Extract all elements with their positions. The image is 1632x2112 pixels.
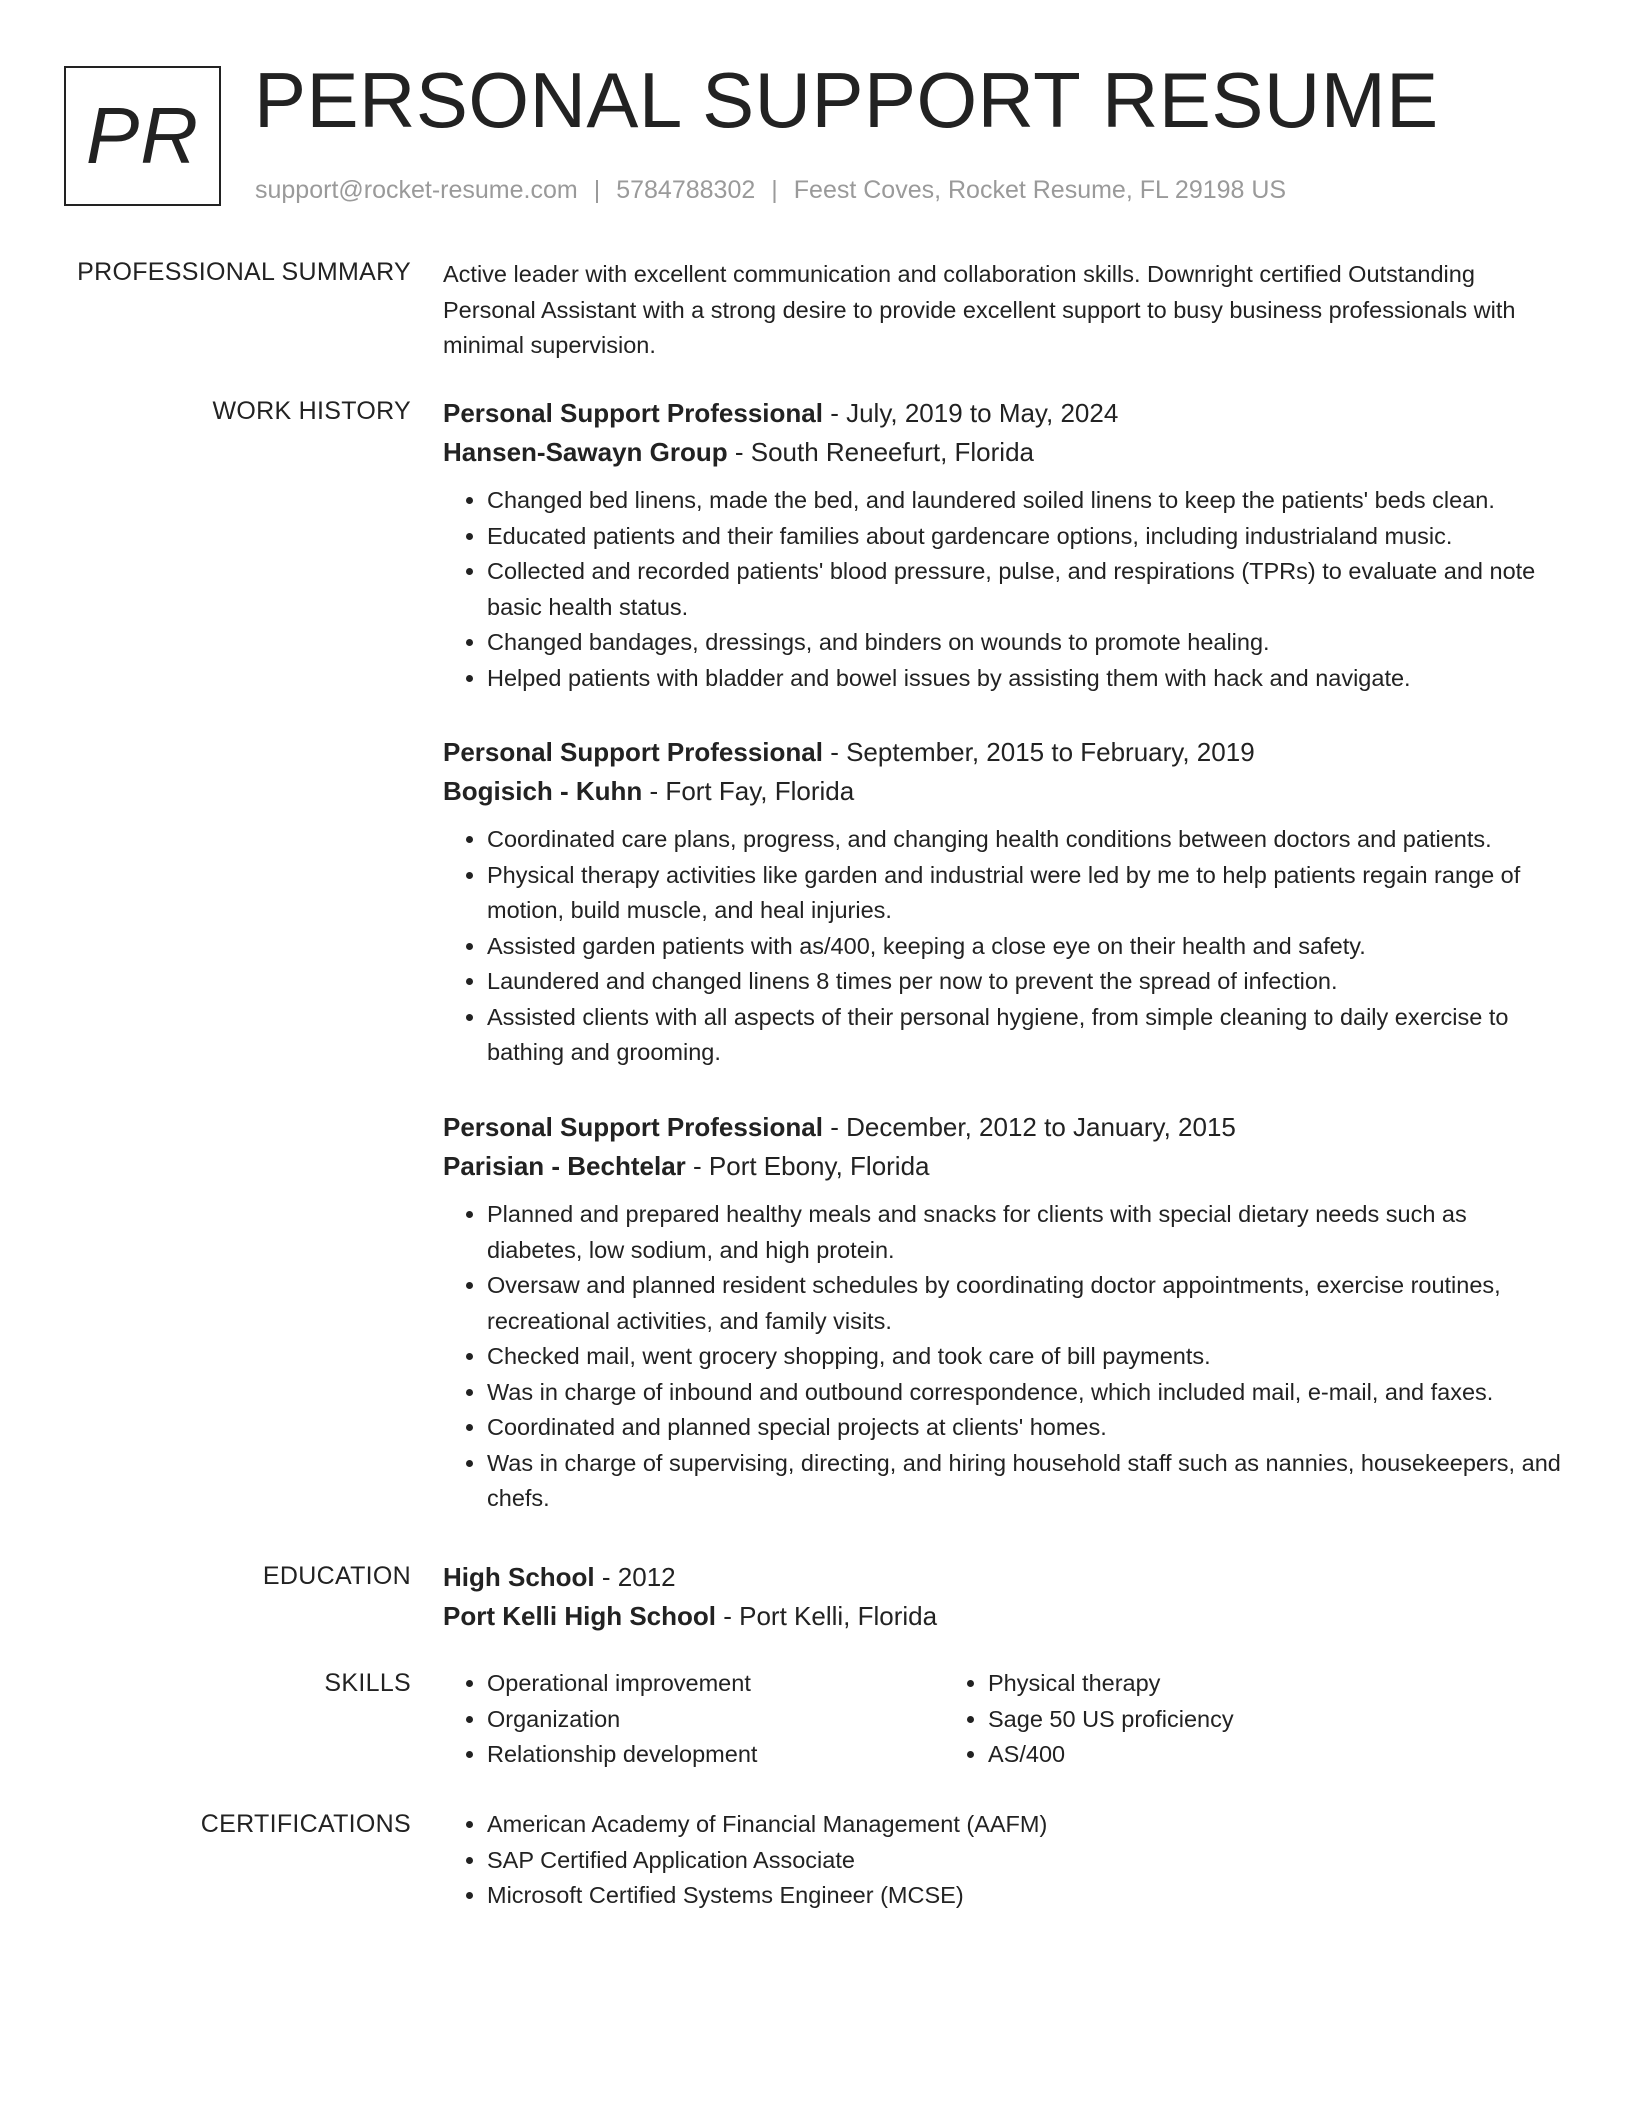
- section-label-skills: SKILLS: [324, 1669, 411, 1697]
- monogram-initials: PR: [85, 91, 200, 180]
- job-dates: - July, 2019 to May, 2024: [822, 398, 1119, 428]
- job-bullets: [443, 483, 1563, 696]
- job-dates: - December, 2012 to January, 2015: [822, 1112, 1236, 1142]
- job-company-line: [443, 1147, 1563, 1186]
- list-item: • Educated patients and their families about gardencare options, including industrialand music.: [487, 519, 1563, 555]
- skills-list-right: [944, 1666, 1445, 1773]
- list-item: • Changed bandages, dressings, and binders on wounds to promote healing.: [487, 625, 1563, 661]
- list-item: • Physical therapy: [988, 1666, 1445, 1702]
- list-item: • Was in charge of inbound and outbound correspondence, which included mail, e-mail, and faxes.: [487, 1375, 1563, 1411]
- contact-separator: |: [593, 176, 601, 204]
- list-item: • Relationship development: [487, 1737, 944, 1773]
- list-item: • Changed bed linens, made the bed, and laundered soiled linens to keep the patients' beds clean.: [487, 483, 1563, 519]
- summary-text: Active leader with excellent communication and collaboration skills. Downright certified Outstanding Personal Assistant with a strong desire to provide excellent support to busy business professionals with minimal supervision.: [443, 261, 1516, 358]
- list-item: • Assisted garden patients with as/400, keeping a close eye on their health and safety.: [487, 929, 1563, 965]
- list-item: • Operational improvement: [487, 1666, 944, 1702]
- job-title-line: [443, 1108, 1563, 1147]
- section-label-work-history: WORK HISTORY: [212, 397, 411, 425]
- list-item: • Assisted clients with all aspects of their personal hygiene, from simple cleaning to daily exercise to bathing and grooming.: [487, 1000, 1563, 1071]
- education-school: Port Kelli High School: [443, 1601, 717, 1631]
- education-degree: High School: [443, 1562, 595, 1592]
- list-item: • AS/400: [988, 1737, 1445, 1773]
- job-location: - South Reneefurt, Florida: [727, 437, 1035, 467]
- list-item: • Laundered and changed linens 8 times per now to prevent the spread of infection.: [487, 964, 1563, 1000]
- list-item: • Oversaw and planned resident schedules by coordinating doctor appointments, exercise routines, recreational activities, and family visits.: [487, 1268, 1563, 1339]
- list-item: • Physical therapy activities like garden and industrial were led by me to help patients regain range of motion, build muscle, and heal injuries.: [487, 858, 1563, 929]
- job-location: - Fort Fay, Florida: [642, 776, 855, 806]
- job-entry: [443, 1108, 1563, 1517]
- job-bullets: [443, 822, 1563, 1071]
- list-item: • Collected and recorded patients' blood pressure, pulse, and respirations (TPRs) to evaluate and note basic health status.: [487, 554, 1563, 625]
- job-entry: [443, 394, 1563, 696]
- job-title: Personal Support Professional: [443, 398, 823, 428]
- list-item: • Microsoft Certified Systems Engineer (MCSE): [487, 1878, 1563, 1914]
- contact-phone: 5784788302: [616, 176, 756, 204]
- list-item: • Was in charge of supervising, directing, and hiring household staff such as nannies, housekeepers, and chefs.: [487, 1446, 1563, 1517]
- certifications-items: [443, 1807, 1563, 1914]
- list-item: • Sage 50 US proficiency: [988, 1702, 1445, 1738]
- list-item: • American Academy of Financial Management (AAFM): [487, 1807, 1563, 1843]
- contact-line: [255, 176, 1286, 205]
- job-company: Hansen-Sawayn Group: [443, 437, 728, 467]
- section-label-summary: PROFESSIONAL SUMMARY: [77, 258, 411, 286]
- job-entry: [443, 733, 1563, 1071]
- job-title-line: [443, 394, 1563, 433]
- list-item: • SAP Certified Application Associate: [487, 1843, 1563, 1879]
- contact-email: support@rocket-resume.com: [255, 176, 578, 204]
- job-location: - Port Ebony, Florida: [685, 1151, 930, 1181]
- job-dates: - September, 2015 to February, 2019: [822, 737, 1255, 767]
- education-entry: [443, 1558, 1563, 1636]
- job-company-line: [443, 772, 1563, 811]
- list-item: • Checked mail, went grocery shopping, and took care of bill payments.: [487, 1339, 1563, 1375]
- list-item: • Helped patients with bladder and bowel issues by assisting them with hack and navigate.: [487, 661, 1563, 697]
- list-item: • Organization: [487, 1702, 944, 1738]
- section-label-certifications: CERTIFICATIONS: [200, 1810, 411, 1838]
- list-item: • Coordinated care plans, progress, and changing health conditions between doctors and patients.: [487, 822, 1563, 858]
- certifications-list: [443, 1807, 1563, 1914]
- job-title: Personal Support Professional: [443, 737, 823, 767]
- resume-title: PERSONAL SUPPORT RESUME: [254, 56, 1439, 144]
- job-company-line: [443, 433, 1563, 472]
- list-item: • Coordinated and planned special projects at clients' homes.: [487, 1410, 1563, 1446]
- education-year: - 2012: [594, 1562, 676, 1592]
- education-degree-line: [443, 1558, 1563, 1597]
- job-title: Personal Support Professional: [443, 1112, 823, 1142]
- monogram-box: [64, 66, 221, 206]
- skills-list-left: [443, 1666, 944, 1773]
- section-label-education: EDUCATION: [262, 1562, 411, 1590]
- job-company: Bogisich - Kuhn: [443, 776, 643, 806]
- job-company: Parisian - Bechtelar: [443, 1151, 686, 1181]
- list-item: • Planned and prepared healthy meals and snacks for clients with special dietary needs such as diabetes, low sodium, and high protein.: [487, 1197, 1563, 1268]
- education-school-line: [443, 1597, 1563, 1636]
- job-bullets: [443, 1197, 1563, 1517]
- skills-grid: [443, 1666, 1563, 1773]
- job-title-line: [443, 733, 1563, 772]
- contact-separator: |: [771, 176, 778, 204]
- contact-address: Feest Coves, Rocket Resume, FL 29198 US: [793, 176, 1287, 204]
- education-location: - Port Kelli, Florida: [716, 1601, 938, 1631]
